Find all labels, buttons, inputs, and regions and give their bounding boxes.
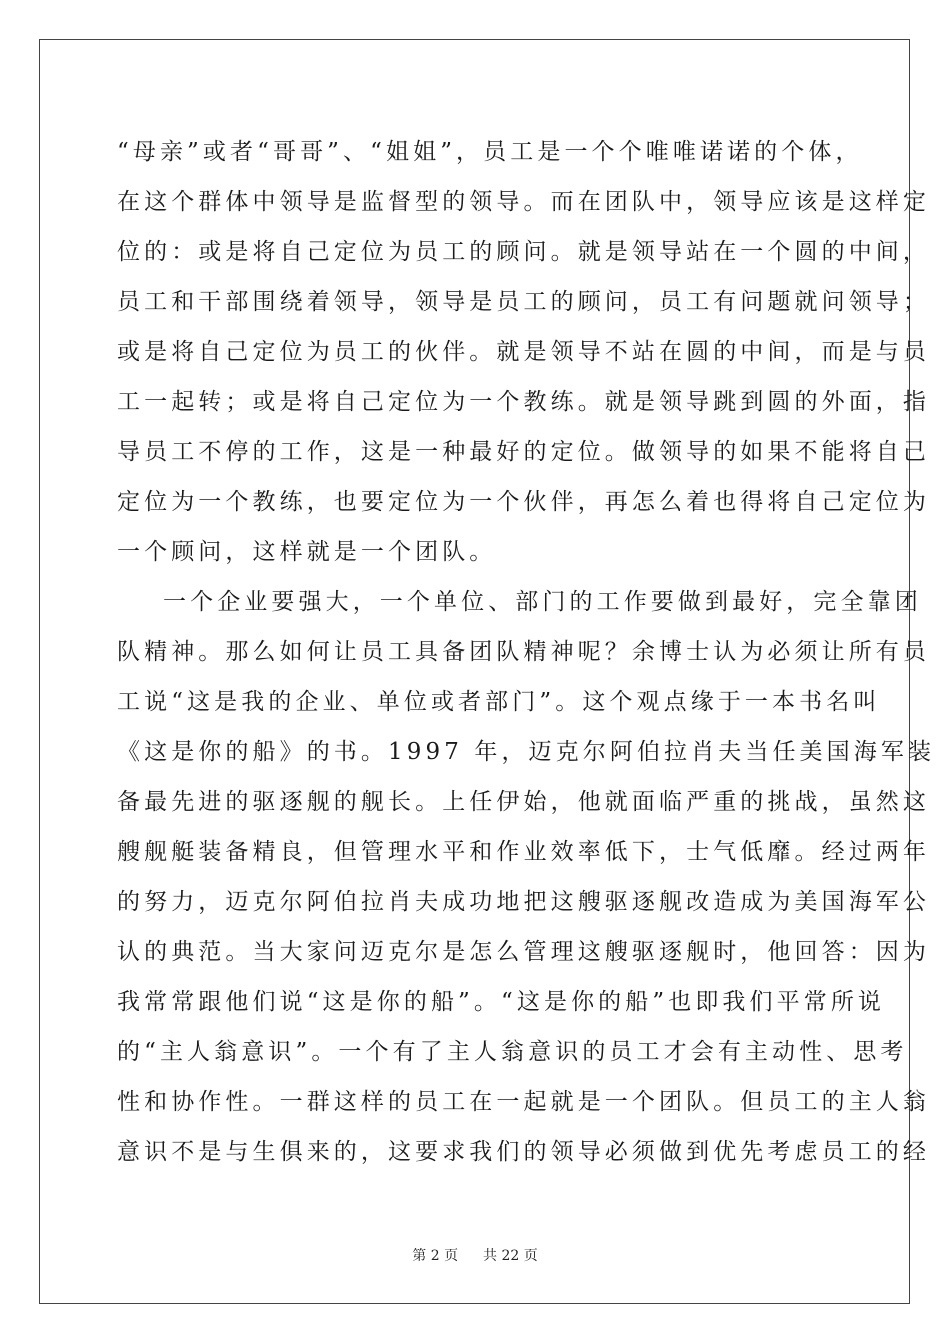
text-line: “母亲”或者“哥哥”、“姐姐”，员工是一个个唯唯诺诺的个体， xyxy=(117,139,863,165)
text-line: 艘舰艇装备精良，但管理水平和作业效率低下，士气低靡。经过两年 xyxy=(117,839,930,865)
text-line: 员工和干部围绕着领导，领导是员工的顾问，员工有问题就问领导； xyxy=(117,289,930,315)
text-line: 的努力，迈克尔阿伯拉肖夫成功地把这艘驱逐舰改造成为美国海军公 xyxy=(117,889,930,915)
text-line: 意识不是与生俱来的，这要求我们的领导必须做到优先考虑员工的经 xyxy=(117,1139,930,1165)
text-line: 备最先进的驱逐舰的舰长。上任伊始，他就面临严重的挑战，虽然这 xyxy=(117,789,930,815)
text-line: 工一起转；或是将自己定位为一个教练。就是领导跳到圆的外面，指 xyxy=(117,389,930,415)
page-number: 第 2 页 xyxy=(412,1248,459,1264)
text-line: 我常常跟他们说“这是你的船”。“这是你的船”也即我们平常所说 xyxy=(117,989,886,1015)
text-line: 《这是你的船》的书。1997 年，迈克尔阿伯拉肖夫当任美国海军装 xyxy=(117,739,936,765)
text-line: 的“主人翁意识”。一个有了主人翁意识的员工才会有主动性、思考 xyxy=(117,1039,908,1065)
text-line: 定位为一个教练，也要定位为一个伙伴，再怎么着也得将自己定位为 xyxy=(117,489,930,515)
text-line: 队精神。那么如何让员工具备团队精神呢？余博士认为必须让所有员 xyxy=(117,639,930,665)
text-line: 导员工不停的工作，这是一种最好的定位。做领导的如果不能将自己 xyxy=(117,439,930,465)
paragraph-first-line: 一个企业要强大，一个单位、部门的工作要做到最好，完全靠团 xyxy=(163,589,922,615)
text-line: 位的：或是将自己定位为员工的顾问。就是领导站在一个圆的中间， xyxy=(117,239,930,265)
text-line: 或是将自己定位为员工的伙伴。就是领导不站在圆的中间，而是与员 xyxy=(117,339,930,365)
document-body xyxy=(117,127,936,1177)
text-line: 性和协作性。一群这样的员工在一起就是一个团队。但员工的主人翁 xyxy=(117,1089,930,1115)
text-line: 在这个群体中领导是监督型的领导。而在团队中，领导应该是这样定 xyxy=(117,189,930,215)
text-line: 认的典范。当大家问迈克尔是怎么管理这艘驱逐舰时，他回答：因为 xyxy=(117,939,930,965)
paragraph-end-line: 一个顾问，这样就是一个团队。 xyxy=(117,539,497,565)
page-total: 共 22 页 xyxy=(483,1248,538,1264)
page-footer xyxy=(0,1246,950,1266)
text-line: 工说“这是我的企业、单位或者部门”。这个观点缘于一本书名叫 xyxy=(117,689,881,715)
